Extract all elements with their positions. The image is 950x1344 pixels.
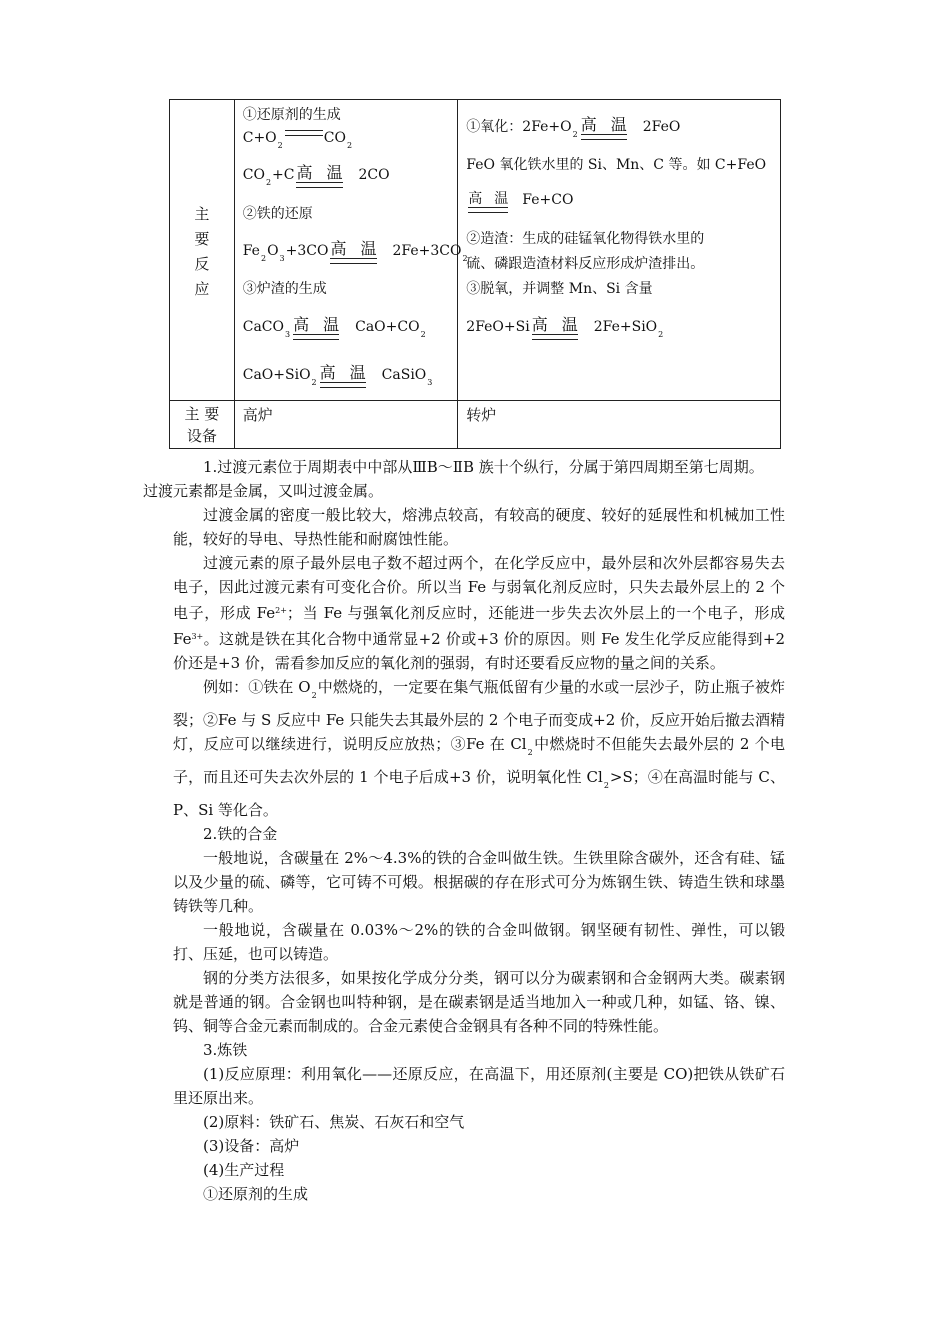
high-temp-condition: 高温 (581, 112, 641, 140)
equation-feo-carbon: 高温 Fe+CO (466, 188, 573, 213)
row-header-main-reactions: 主 要 反 应 (170, 100, 235, 401)
iron-reduction-title: ②铁的还原 (242, 206, 313, 222)
equation-iron-oxidation: ①氧化：$2Fe+O_2$高温 2FeO (466, 112, 680, 140)
high-temp-condition: 高温 (468, 188, 520, 213)
feo-oxidation-text: FeO 氧化铁水里的 Si、Mn、C 等。如 C+FeO (466, 157, 767, 173)
steelmaking-reactions-cell (458, 100, 781, 401)
paragraph-transition-elements: 1.过渡元素位于周期表中中部从ⅢB～ⅡB 族十个纵行，分属于第四周期至第七周期。 过渡元素都是金属，又叫过渡金属。 (143, 458, 764, 500)
paragraph-steel: 一般地说，含碳量在 0.03%～2%的铁的合金叫做钢。钢坚硬有韧性、弹性，可以锻打、压延，也可以铸造。 (173, 921, 785, 963)
paragraph-examples: 例如：①铁在 $O_2$中燃烧的，一定要在集气瓶低留有少量的水或一层沙子，防止瓶子被炸裂；②Fe 与 S 反应中 Fe 只能失去其最外层的 2 个电子而变成+2 价，反应开始后撤去酒精灯，反应可以继续进行，说明反应放热；③Fe 在 $Cl_2$中燃烧时不但能失去最外层的 2 个电子，而且还可失去次外层的 1 个电子后成+3 价，说明氧化性 $Cl_2>S$；④在高温时能与 C、P、Si 等化合。 (173, 678, 786, 819)
high-temp-condition: 高温 (296, 160, 356, 188)
paragraph-reductant-formation: ①还原剂的生成 (203, 1185, 309, 1203)
deoxidation-title: ③脱氧，并调整 Mn、Si 含量 (466, 281, 653, 297)
equation-co-formation: $CO_2+C$ 高温 2CO (243, 160, 390, 188)
paragraph-steel-classification: 钢的分类方法很多，如果按化学成分分类，钢可以分为碳素钢和合金钢两大类。碳素钢就是普通的钢。合金钢也叫特种钢，是在碳素钢是适当地加入一种或几种，如锰、铬、镍、钨、铜等合金元素而制成的。合金元素使合金钢具有各种不同的特殊性能。 (173, 969, 785, 1035)
iron-steel-reaction-table (169, 99, 781, 449)
paragraph-metal-properties: 过渡金属的密度一般比较大，熔沸点较高，有较高的硬度、较好的延展性和机械加工性能，较好的导电、导热性能和耐腐蚀性能。 (173, 506, 785, 548)
reductant-formation-title: ①还原剂的生成 (242, 107, 341, 123)
slagging-text-1: ②造渣：生成的硅锰氧化物得铁水里的 (466, 231, 705, 247)
paragraph-valence: 过渡元素的原子最外层电子数不超过两个，在化学反应中，最外层和次外层都容易失去电子，因此过渡元素有可变化合价。所以当 Fe 与弱氧化剂反应时，只失去最外层上的 2 个电子，形成 $Fe^{2+}$；当 Fe 与强氧化剂反应时，还能进一步失去次外层上的一个电子，形成 $Fe^{3+}$。这就是铁在其化合物中通常显+2 价或+3 价的原因。则 Fe 发生化学反应能得到+2 价还是+3 价，需看参加反应的氧化剂的强弱，有时还要看反应物的量之间的关系。 (173, 554, 785, 672)
equation-iron-reduction: $Fe_2O_3+3CO$ 高温 $2Fe+3CO_2$ (243, 236, 469, 264)
equation-slag-formation: CaO+SiO$_2$高温 CaSiO$_3$ (243, 360, 434, 388)
ironmaking-reactions-cell (234, 100, 468, 401)
section-heading-ironmaking: 3.炼铁 (203, 1041, 248, 1059)
high-temp-condition: 高温 (293, 312, 353, 340)
paragraph-production-process: (4)生产过程 (203, 1161, 285, 1179)
equation-limestone-decomposition: CaCO$_3$高温 $CaO+CO_2$ (243, 312, 427, 340)
row-header-equipment: 主 要 设备 (170, 401, 235, 449)
paragraph-raw-materials: (2)原料：铁矿石、焦炭、石灰石和空气 (203, 1113, 465, 1131)
high-temp-condition: 高温 (532, 312, 592, 340)
equipment-blast-furnace-cell: 高炉 (234, 401, 458, 449)
equals-sign (285, 130, 323, 136)
equation-carbon-combustion: $C+O_2$ $CO_2$ (242, 130, 353, 150)
slagging-text-2: 硫、磷跟造渣材料反应形成炉渣排出。 (466, 256, 705, 272)
section-heading-iron-alloys: 2.铁的合金 (203, 825, 278, 843)
paragraph-equipment: (3)设备：高炉 (203, 1137, 300, 1155)
slag-formation-title: ③炉渣的生成 (242, 281, 327, 297)
high-temp-condition: 高温 (320, 360, 380, 388)
paragraph-reaction-principle: (1)反应原理：利用氧化——还原反应，在高温下，用还原剂(主要是 CO)把铁从铁矿石里还原出来。 (173, 1065, 785, 1107)
table-row-main-equipment (170, 401, 781, 449)
paragraph-pig-iron: 一般地说，含碳量在 2%～4.3%的铁的合金叫做生铁。生铁里除含碳外，还含有硅、锰以及少量的硫、磷等，它可铸不可煅。根据碳的存在形式可分为炼钢生铁、铸造生铁和球墨铸铁等几种。 (173, 849, 785, 915)
high-temp-condition: 高温 (330, 236, 390, 264)
body-text (143, 455, 786, 1206)
equipment-converter-cell: 转炉 (458, 401, 781, 449)
table-row-main-reactions (170, 100, 781, 401)
equation-deoxidation: 2FeO+Si 高温 2Fe+SiO$_2$ (466, 312, 664, 340)
